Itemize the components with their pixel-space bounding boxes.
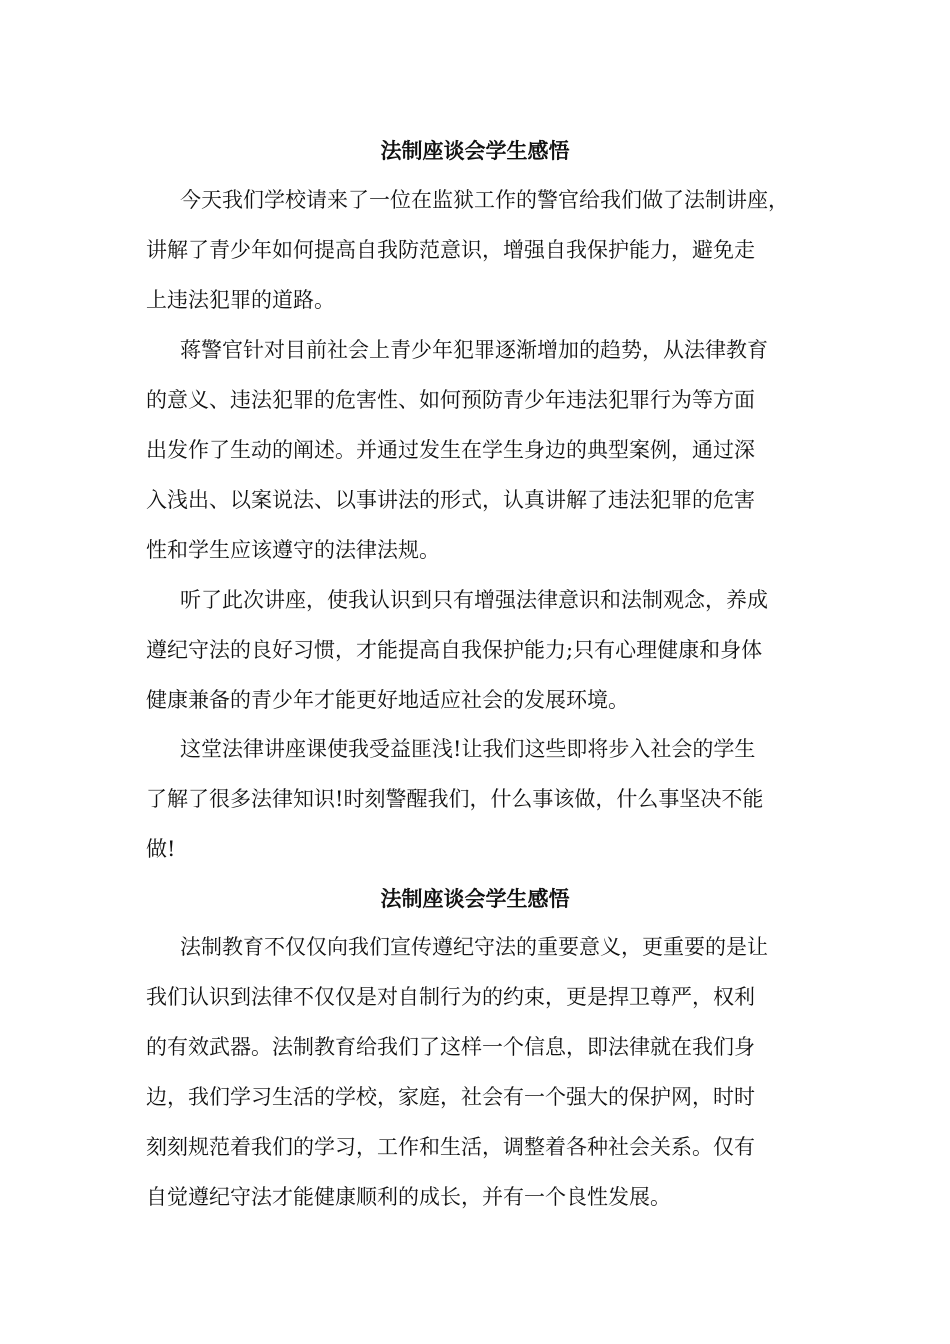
- text-line: 这堂法律讲座课使我受益匪浅!让我们这些即将步入社会的学生: [180, 737, 756, 761]
- text-line: 做!: [146, 837, 176, 861]
- text-line: 边，我们学习生活的学校，家庭，社会有一个强大的保护网，时时: [146, 1085, 755, 1109]
- section-1-paragraph-1: [146, 175, 816, 325]
- text-line: 法制教育不仅仅向我们宣传遵纪守法的重要意义，更重要的是让: [180, 935, 768, 959]
- section-2-title: 法制座谈会学生感悟: [380, 886, 570, 911]
- text-line: 的有效武器。法制教育给我们了这样一个信息，即法律就在我们身: [146, 1035, 755, 1059]
- section-1-paragraph-4: [146, 724, 816, 874]
- text-line: 遵纪守法的良好习惯，才能提高自我保护能力;只有心理健康和身体: [146, 638, 763, 662]
- text-line: 刻刻规范着我们的学习，工作和生活，调整着各种社会关系。仅有: [146, 1135, 755, 1159]
- section-2-paragraph-1: [146, 922, 816, 1222]
- section-1-title: 法制座谈会学生感悟: [380, 138, 570, 163]
- text-line: 出发作了生动的阐述。并通过发生在学生身边的典型案例，通过深: [146, 438, 755, 462]
- text-line: 入浅出、以案说法、以事讲法的形式，认真讲解了违法犯罪的危害: [146, 488, 755, 512]
- text-line: 听了此次讲座，使我认识到只有增强法律意识和法制观念，养成: [180, 588, 768, 612]
- text-line: 了解了很多法律知识!时刻警醒我们，什么事该做，什么事坚决不能: [146, 787, 764, 811]
- text-line: 我们认识到法律不仅仅是对自制行为的约束，更是捍卫尊严，权利: [146, 985, 755, 1009]
- text-line: 自觉遵纪守法才能健康顺利的成长，并有一个良性发展。: [146, 1185, 671, 1209]
- text-line: 蒋警官针对目前社会上青少年犯罪逐渐增加的趋势，从法律教育: [180, 338, 768, 362]
- text-line: 的意义、违法犯罪的危害性、如何预防青少年违法犯罪行为等方面: [146, 388, 755, 412]
- section-1-paragraph-2: [146, 325, 816, 575]
- section-1-paragraph-3: [146, 575, 816, 725]
- text-line: 上违法犯罪的道路。: [146, 288, 335, 312]
- text-line: 健康兼备的青少年才能更好地适应社会的发展环境。: [146, 688, 629, 712]
- text-line: 今天我们学校请来了一位在监狱工作的警官给我们做了法制讲座，: [180, 188, 789, 212]
- text-line: 性和学生应该遵守的法律法规。: [146, 538, 440, 562]
- text-line: 讲解了青少年如何提高自我防范意识，增强自我保护能力，避免走: [146, 238, 755, 262]
